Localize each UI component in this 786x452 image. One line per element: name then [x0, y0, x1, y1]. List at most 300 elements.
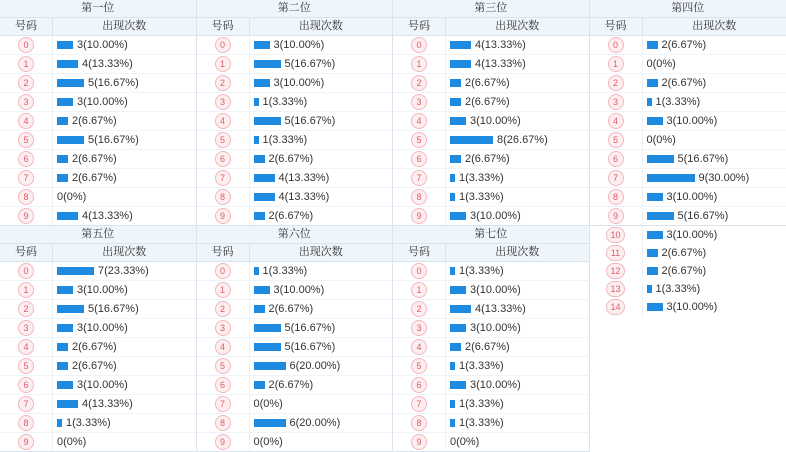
number-ball: 6	[608, 151, 624, 167]
count-label: 2(6.67%)	[662, 74, 707, 92]
count-label: 1(3.33%)	[656, 93, 701, 111]
column-header-count: 出现次数	[250, 18, 393, 35]
number-cell	[0, 93, 53, 111]
count-label: 4(13.33%)	[475, 55, 526, 73]
count-cell	[643, 36, 786, 54]
count-cell	[643, 55, 786, 73]
column-header-count: 出现次数	[250, 244, 393, 261]
number-cell	[393, 131, 446, 149]
number-ball: 4	[215, 339, 231, 355]
count-bar	[647, 212, 674, 220]
count-label: 4(13.33%)	[475, 300, 526, 318]
table-row	[0, 300, 196, 319]
count-bar	[647, 231, 663, 239]
count-bar	[254, 343, 281, 351]
number-ball: 4	[411, 339, 427, 355]
table-row	[0, 74, 196, 93]
table-row	[197, 300, 393, 319]
table-row	[393, 376, 589, 395]
count-bar	[57, 419, 62, 427]
number-ball: 8	[411, 415, 427, 431]
count-label: 4(13.33%)	[279, 169, 330, 187]
count-cell	[446, 169, 589, 187]
count-cell	[53, 207, 196, 225]
count-label: 0(0%)	[647, 55, 676, 73]
count-cell	[643, 226, 786, 244]
count-cell	[53, 93, 196, 111]
count-cell	[250, 131, 393, 149]
number-cell	[197, 93, 250, 111]
column-header-number: 号码	[197, 18, 250, 35]
count-cell	[643, 244, 786, 262]
table-row	[0, 319, 196, 338]
count-bar	[450, 381, 466, 389]
number-ball: 0	[608, 37, 624, 53]
count-label: 3(10.00%)	[667, 226, 718, 244]
count-label: 8(26.67%)	[497, 131, 548, 149]
count-label: 1(3.33%)	[263, 93, 308, 111]
count-cell	[446, 207, 589, 225]
count-label: 3(10.00%)	[667, 188, 718, 206]
number-ball: 4	[608, 113, 624, 129]
count-bar	[450, 193, 455, 201]
table-row	[197, 395, 393, 414]
table-row	[393, 55, 589, 74]
column-header-count: 出现次数	[643, 18, 786, 35]
number-cell	[197, 300, 250, 318]
table-row	[590, 280, 786, 298]
number-ball: 2	[411, 301, 427, 317]
number-ball: 0	[215, 263, 231, 279]
count-cell	[250, 55, 393, 73]
table-row	[590, 169, 786, 188]
number-cell	[393, 433, 446, 451]
count-bar	[254, 79, 270, 87]
number-cell	[393, 281, 446, 299]
panel-rows	[393, 262, 589, 451]
count-cell	[53, 131, 196, 149]
count-label: 4(13.33%)	[82, 395, 133, 413]
table-row	[590, 207, 786, 225]
count-cell	[643, 169, 786, 187]
count-cell	[250, 395, 393, 413]
count-bar	[254, 286, 270, 294]
number-cell	[590, 74, 643, 92]
table-row	[590, 93, 786, 112]
count-bar	[450, 400, 455, 408]
count-bar	[647, 303, 663, 311]
count-bar	[450, 324, 466, 332]
count-label: 3(10.00%)	[470, 112, 521, 130]
panel-position-7	[393, 226, 590, 452]
table-row	[393, 169, 589, 188]
number-cell	[590, 262, 643, 280]
count-cell	[53, 357, 196, 375]
table-row	[393, 338, 589, 357]
count-label: 3(10.00%)	[667, 298, 718, 316]
panel-position-6	[197, 226, 394, 452]
number-cell	[393, 207, 446, 225]
number-cell	[197, 131, 250, 149]
table-row	[590, 298, 786, 316]
number-cell	[0, 112, 53, 130]
count-bar	[57, 362, 68, 370]
number-ball: 7	[608, 170, 624, 186]
table-row	[590, 55, 786, 74]
count-bar	[647, 174, 695, 182]
panel-rows	[393, 36, 589, 225]
number-cell	[0, 131, 53, 149]
count-label: 5(16.67%)	[88, 74, 139, 92]
count-bar	[254, 155, 265, 163]
count-bar	[450, 98, 461, 106]
count-cell	[53, 36, 196, 54]
count-cell	[250, 74, 393, 92]
count-bar	[57, 117, 68, 125]
table-row	[0, 55, 196, 74]
count-label: 1(3.33%)	[656, 280, 701, 298]
table-row	[0, 207, 196, 225]
number-cell	[393, 300, 446, 318]
number-ball: 7	[411, 396, 427, 412]
count-cell	[446, 433, 589, 451]
table-row	[393, 36, 589, 55]
count-bar	[450, 60, 471, 68]
table-row	[197, 414, 393, 433]
count-label: 5(16.67%)	[678, 150, 729, 168]
count-cell	[446, 395, 589, 413]
number-ball: 6	[215, 151, 231, 167]
panel-title: 第一位	[0, 0, 196, 18]
count-cell	[643, 298, 786, 316]
number-ball: 5	[215, 358, 231, 374]
count-bar	[647, 41, 658, 49]
count-cell	[250, 338, 393, 356]
count-cell	[53, 433, 196, 451]
table-row	[590, 150, 786, 169]
number-ball: 5	[411, 132, 427, 148]
count-cell	[446, 55, 589, 73]
number-ball: 9	[411, 208, 427, 224]
number-ball: 3	[608, 94, 624, 110]
table-row	[0, 150, 196, 169]
table-row	[590, 226, 786, 244]
count-label: 2(6.67%)	[662, 244, 707, 262]
count-bar	[57, 305, 84, 313]
table-row	[197, 262, 393, 281]
number-ball: 0	[411, 37, 427, 53]
count-label: 3(10.00%)	[77, 319, 128, 337]
panel-rows	[197, 262, 393, 451]
table-row	[197, 150, 393, 169]
number-ball: 4	[411, 113, 427, 129]
table-row	[393, 93, 589, 112]
number-cell	[590, 280, 643, 298]
count-label: 2(6.67%)	[662, 36, 707, 54]
number-ball: 1	[608, 56, 624, 72]
column-header-count: 出现次数	[446, 244, 589, 261]
count-bar	[57, 267, 94, 275]
count-label: 2(6.67%)	[269, 300, 314, 318]
count-bar	[254, 60, 281, 68]
table-row	[197, 55, 393, 74]
number-ball: 4	[18, 339, 34, 355]
count-label: 0(0%)	[450, 433, 479, 451]
count-cell	[250, 150, 393, 168]
table-row	[393, 414, 589, 433]
number-cell	[393, 169, 446, 187]
count-cell	[53, 188, 196, 206]
count-label: 5(16.67%)	[285, 112, 336, 130]
table-row	[0, 131, 196, 150]
number-ball: 3	[18, 94, 34, 110]
count-bar	[647, 117, 663, 125]
count-cell	[643, 207, 786, 225]
table-row	[590, 36, 786, 55]
count-label: 1(3.33%)	[459, 357, 504, 375]
count-cell	[53, 376, 196, 394]
count-cell	[53, 55, 196, 73]
panel-position-1	[0, 0, 197, 226]
panel-position-3	[393, 0, 590, 226]
count-cell	[446, 338, 589, 356]
count-label: 3(10.00%)	[470, 319, 521, 337]
number-cell	[197, 169, 250, 187]
number-ball: 7	[215, 170, 231, 186]
number-cell	[197, 55, 250, 73]
count-label: 2(6.67%)	[465, 93, 510, 111]
number-ball: 0	[215, 37, 231, 53]
number-cell	[0, 433, 53, 451]
count-cell	[53, 338, 196, 356]
table-row	[393, 319, 589, 338]
count-cell	[446, 414, 589, 432]
table-row	[0, 169, 196, 188]
number-cell	[590, 207, 643, 225]
count-cell	[250, 414, 393, 432]
column-header-number: 号码	[0, 244, 53, 261]
count-cell	[643, 188, 786, 206]
table-row	[0, 93, 196, 112]
table-row	[590, 131, 786, 150]
count-label: 2(6.67%)	[72, 338, 117, 356]
count-bar	[450, 419, 455, 427]
number-ball: 9	[608, 208, 624, 224]
table-row	[0, 188, 196, 207]
number-cell	[590, 131, 643, 149]
number-ball: 2	[411, 75, 427, 91]
count-bar	[254, 174, 275, 182]
number-cell	[393, 36, 446, 54]
number-cell	[590, 188, 643, 206]
count-label: 5(16.67%)	[285, 319, 336, 337]
number-cell	[393, 338, 446, 356]
table-row	[590, 262, 786, 280]
number-ball: 2	[215, 301, 231, 317]
count-label: 1(3.33%)	[263, 262, 308, 280]
panel-title: 第五位	[0, 226, 196, 244]
count-bar	[254, 117, 281, 125]
count-cell	[446, 376, 589, 394]
number-cell	[0, 357, 53, 375]
count-bar	[450, 343, 461, 351]
number-cell	[197, 74, 250, 92]
table-row	[0, 36, 196, 55]
count-bar	[57, 79, 84, 87]
table-row	[197, 93, 393, 112]
number-ball: 3	[411, 320, 427, 336]
table-row	[197, 433, 393, 451]
count-label: 4(13.33%)	[279, 188, 330, 206]
table-row	[197, 74, 393, 93]
count-label: 1(3.33%)	[459, 414, 504, 432]
count-cell	[643, 131, 786, 149]
count-label: 7(23.33%)	[98, 262, 149, 280]
count-cell	[446, 319, 589, 337]
count-bar	[254, 41, 270, 49]
table-row	[393, 281, 589, 300]
panel-header	[197, 18, 393, 36]
count-cell	[446, 357, 589, 375]
number-cell	[590, 226, 643, 244]
table-row	[197, 207, 393, 225]
number-ball: 2	[18, 301, 34, 317]
count-cell	[643, 93, 786, 111]
count-cell	[53, 395, 196, 413]
count-cell	[53, 414, 196, 432]
count-label: 3(10.00%)	[470, 207, 521, 225]
number-ball: 12	[606, 263, 625, 279]
count-label: 3(10.00%)	[77, 36, 128, 54]
number-ball: 11	[606, 245, 625, 261]
count-bar	[57, 98, 73, 106]
number-ball: 7	[411, 170, 427, 186]
number-cell	[197, 188, 250, 206]
number-ball: 14	[606, 299, 625, 315]
count-label: 2(6.67%)	[465, 150, 510, 168]
table-row	[590, 188, 786, 207]
panel-header	[393, 244, 589, 262]
count-label: 3(10.00%)	[274, 281, 325, 299]
number-cell	[393, 414, 446, 432]
number-cell	[0, 338, 53, 356]
number-ball: 8	[411, 189, 427, 205]
table-row	[393, 207, 589, 225]
number-cell	[590, 150, 643, 168]
column-header-number: 号码	[0, 18, 53, 35]
table-row	[0, 112, 196, 131]
count-bar	[57, 381, 73, 389]
count-cell	[250, 376, 393, 394]
count-bar	[254, 212, 265, 220]
number-cell	[590, 93, 643, 111]
number-ball: 2	[608, 75, 624, 91]
panel-title: 第四位	[590, 0, 786, 18]
count-cell	[53, 169, 196, 187]
column-header-number: 号码	[590, 18, 643, 35]
table-row	[393, 262, 589, 281]
number-cell	[197, 281, 250, 299]
number-ball: 2	[18, 75, 34, 91]
count-label: 9(30.00%)	[699, 169, 750, 187]
count-label: 2(6.67%)	[465, 338, 510, 356]
number-ball: 1	[18, 56, 34, 72]
number-ball: 3	[215, 320, 231, 336]
number-cell	[393, 93, 446, 111]
count-bar	[57, 155, 68, 163]
count-bar	[450, 362, 455, 370]
count-cell	[643, 280, 786, 298]
count-cell	[250, 262, 393, 280]
table-row	[197, 357, 393, 376]
number-ball: 7	[18, 170, 34, 186]
number-cell	[393, 188, 446, 206]
count-cell	[446, 131, 589, 149]
panel-title: 第二位	[197, 0, 393, 18]
table-row	[0, 357, 196, 376]
number-ball: 3	[215, 94, 231, 110]
table-row	[393, 357, 589, 376]
count-cell	[643, 262, 786, 280]
count-label: 5(16.67%)	[285, 338, 336, 356]
tail-rows	[590, 226, 786, 316]
column-header-number: 号码	[393, 18, 446, 35]
panel-rows	[0, 262, 196, 451]
count-label: 0(0%)	[647, 131, 676, 149]
count-bar	[254, 305, 265, 313]
number-cell	[0, 55, 53, 73]
number-ball: 2	[215, 75, 231, 91]
count-label: 5(16.67%)	[88, 131, 139, 149]
panel-position-2	[197, 0, 394, 226]
number-cell	[0, 74, 53, 92]
number-ball: 9	[215, 208, 231, 224]
panel-rows	[590, 36, 786, 225]
number-cell	[393, 55, 446, 73]
table-row	[393, 112, 589, 131]
panel-rows	[197, 36, 393, 225]
count-cell	[250, 357, 393, 375]
number-ball: 5	[215, 132, 231, 148]
count-label: 5(16.67%)	[88, 300, 139, 318]
number-ball: 3	[411, 94, 427, 110]
count-bar	[647, 193, 663, 201]
count-label: 0(0%)	[254, 395, 283, 413]
number-cell	[0, 36, 53, 54]
number-cell	[0, 300, 53, 318]
count-label: 3(10.00%)	[77, 281, 128, 299]
count-cell	[643, 74, 786, 92]
table-row	[393, 300, 589, 319]
count-label: 3(10.00%)	[77, 93, 128, 111]
table-row	[197, 338, 393, 357]
count-bar	[450, 41, 471, 49]
count-label: 1(3.33%)	[459, 188, 504, 206]
number-cell	[590, 36, 643, 54]
table-row	[393, 131, 589, 150]
count-cell	[250, 319, 393, 337]
number-ball: 9	[18, 208, 34, 224]
count-cell	[53, 150, 196, 168]
count-cell	[446, 300, 589, 318]
table-row	[197, 376, 393, 395]
table-row	[197, 319, 393, 338]
number-cell	[197, 357, 250, 375]
count-cell	[446, 36, 589, 54]
count-bar	[254, 136, 259, 144]
count-bar	[647, 98, 652, 106]
panel-position-7-extended	[590, 226, 786, 452]
